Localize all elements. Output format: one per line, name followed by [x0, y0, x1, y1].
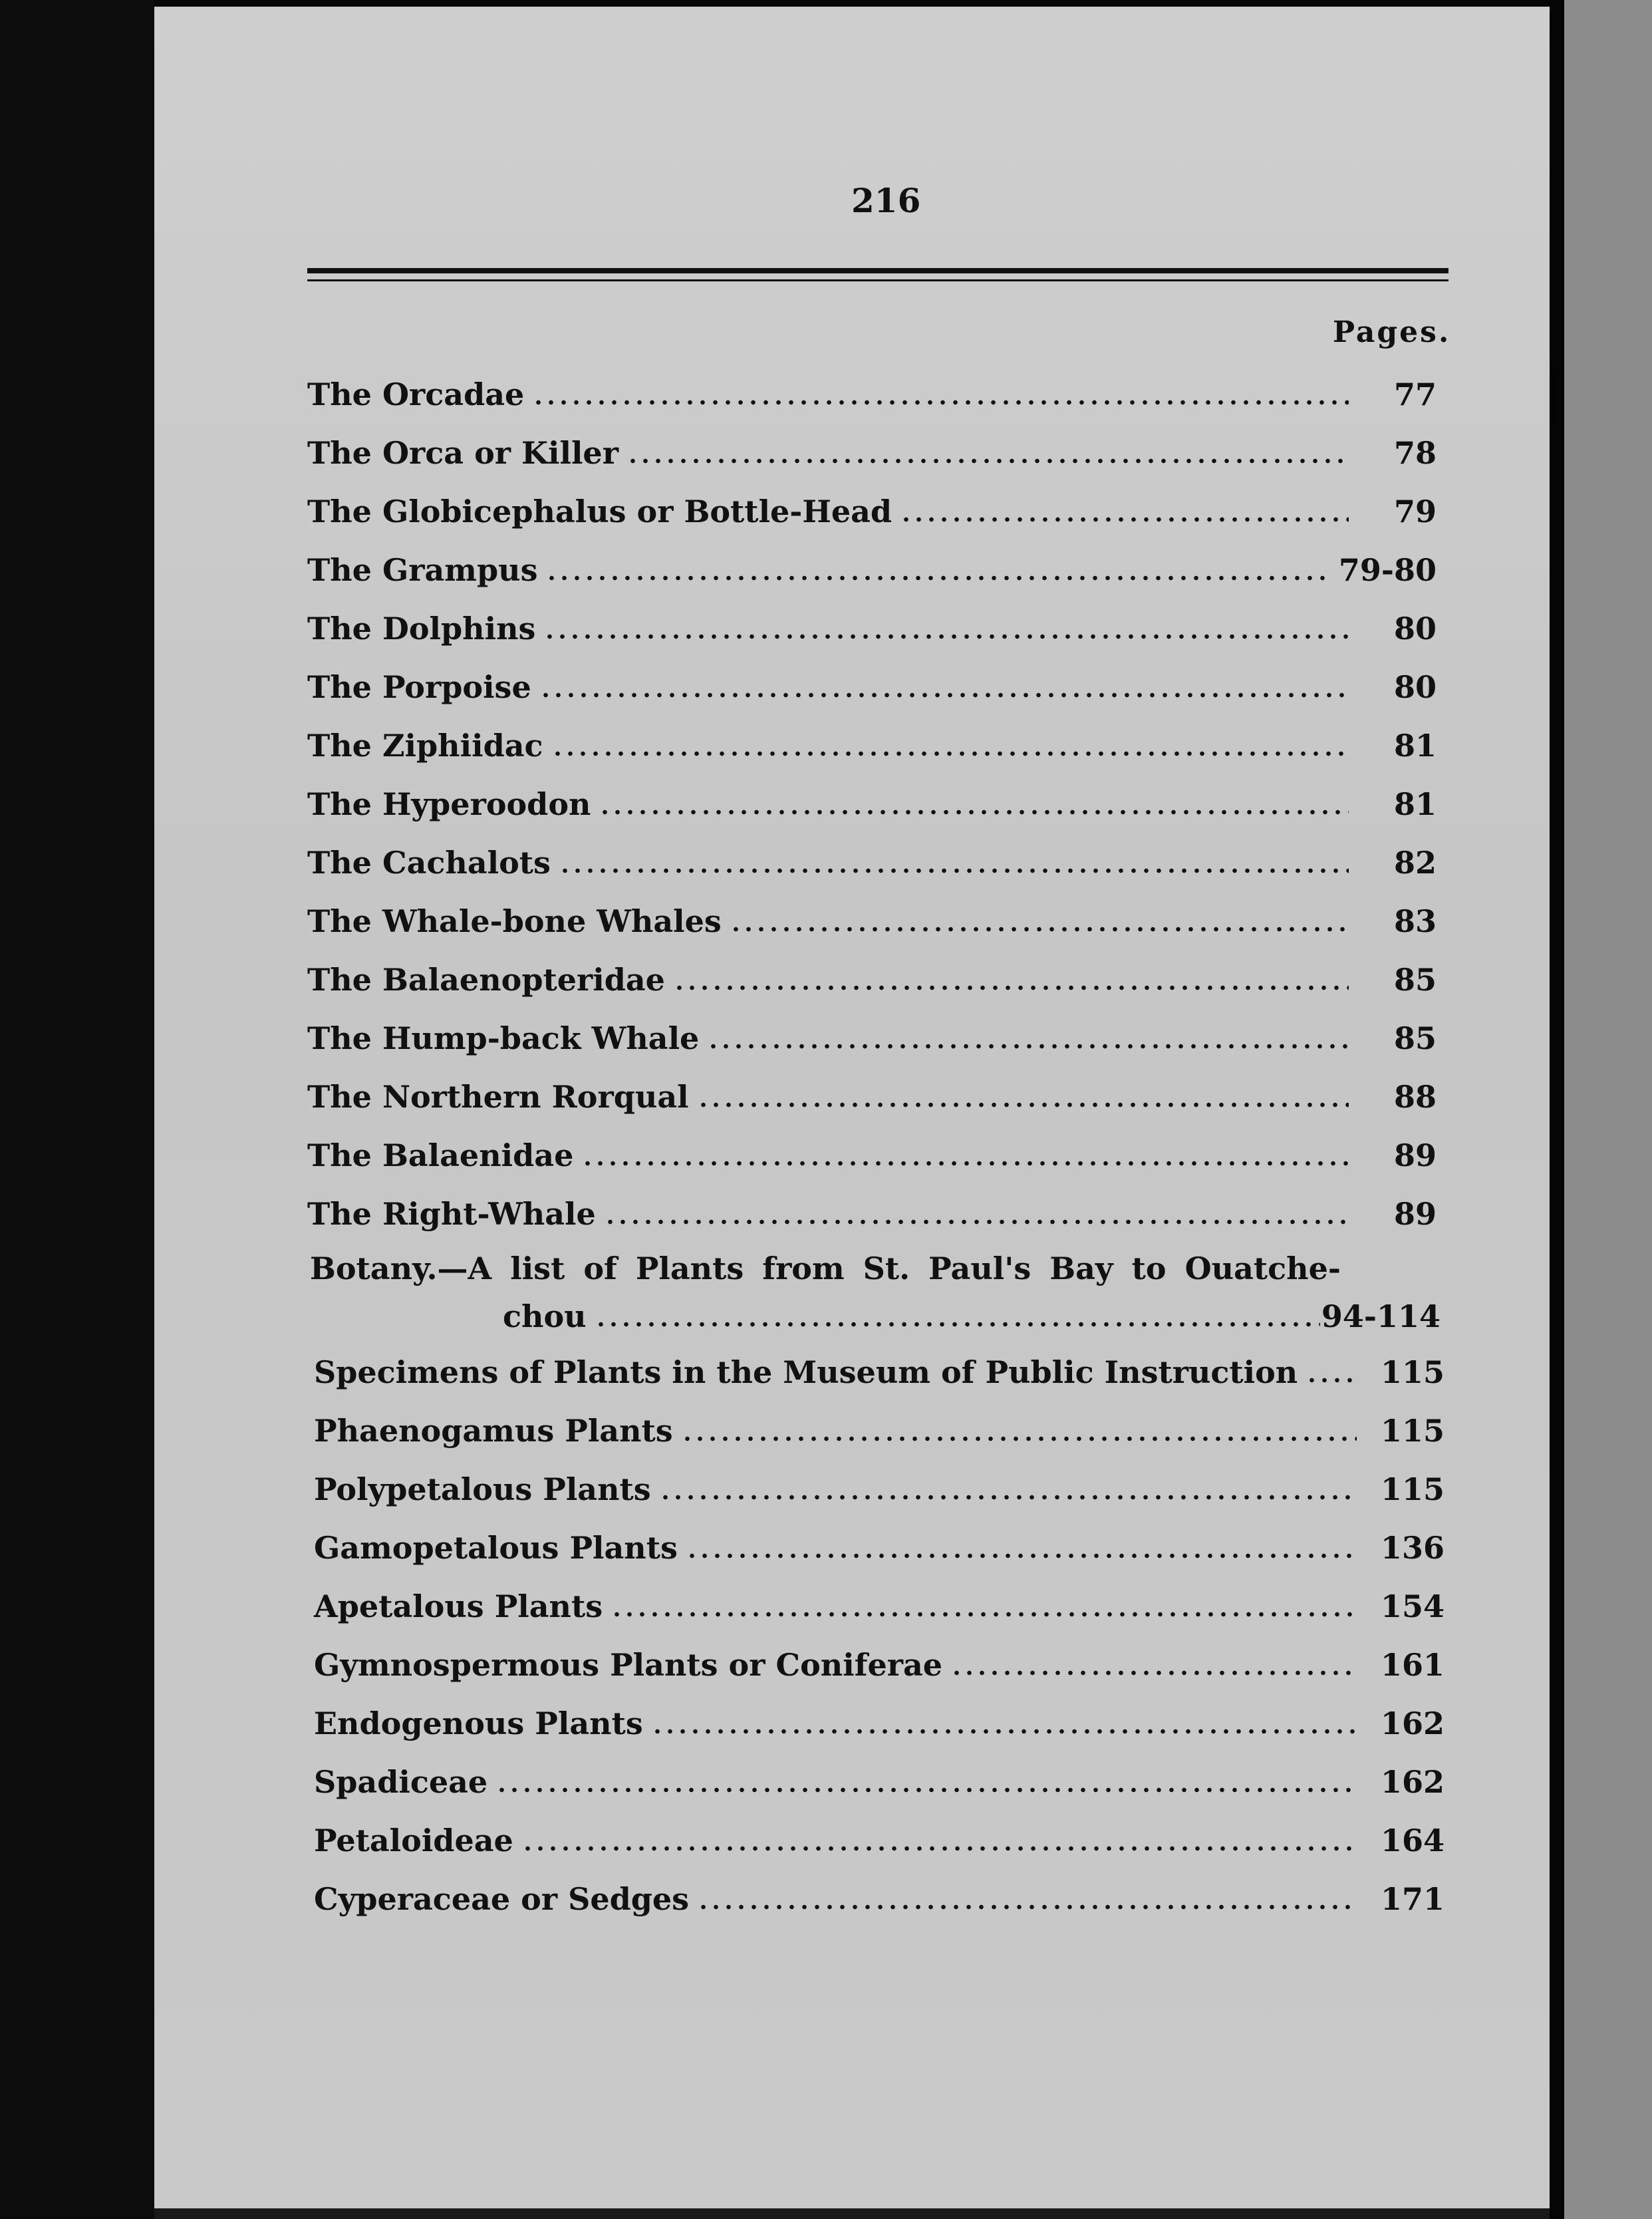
toc-entry-title: The Cachalots	[307, 845, 551, 881]
toc-entry-page: 80	[1393, 669, 1437, 705]
botany-word: Paul's	[928, 1251, 1032, 1286]
botany-entry-line2	[503, 1298, 1441, 1334]
toc-entry	[307, 962, 1437, 998]
toc-entry-page: 94-114	[1321, 1298, 1441, 1334]
toc-entry-title: Spadiceae	[314, 1764, 488, 1800]
dot-leader	[1306, 1377, 1357, 1384]
dot-leader	[697, 1904, 1357, 1910]
toc-entry-page: 82	[1393, 845, 1437, 881]
toc-entry	[314, 1588, 1445, 1624]
dot-leader	[626, 458, 1349, 464]
dot-leader	[599, 809, 1349, 815]
toc-entry-page: 79-80	[1338, 552, 1437, 588]
toc-entry-title: chou	[503, 1298, 587, 1334]
dot-leader	[551, 750, 1349, 757]
toc-entry	[307, 786, 1437, 822]
toc-entry	[307, 494, 1437, 529]
toc-entry-page: 164	[1380, 1823, 1445, 1858]
toc-entry	[314, 1705, 1445, 1741]
dot-leader	[707, 1043, 1349, 1050]
toc-entry-page: 88	[1393, 1079, 1437, 1115]
toc-entry-title: The Globicephalus or Bottle-Head	[307, 494, 893, 529]
toc-entry-page: 89	[1393, 1137, 1437, 1173]
dot-leader	[532, 399, 1349, 406]
toc-entry-title: Specimens of Plants in the Museum of Public Instruction	[314, 1354, 1298, 1390]
dot-leader	[545, 575, 1330, 581]
toc-entry	[314, 1647, 1445, 1683]
dot-leader	[681, 1435, 1357, 1442]
scan-border-top	[154, 0, 1564, 7]
dot-leader	[659, 1494, 1357, 1501]
toc-entry-title: Gamopetalous Plants	[314, 1530, 678, 1566]
toc-entry	[307, 1137, 1437, 1173]
dot-leader	[697, 1102, 1349, 1108]
toc-entry-title: The Orca or Killer	[307, 435, 619, 471]
toc-entry-page: 89	[1393, 1196, 1437, 1232]
botany-entry-line1	[310, 1251, 1341, 1286]
dot-leader	[651, 1728, 1357, 1735]
botany-word: from	[762, 1251, 845, 1286]
toc-entry	[307, 376, 1437, 412]
dot-leader	[950, 1670, 1357, 1676]
toc-entry-page: 115	[1380, 1354, 1445, 1390]
page-number: 216	[851, 181, 921, 220]
header-rule-thick	[307, 268, 1448, 273]
toc-entry	[307, 435, 1437, 471]
toc-entry-title: The Orcadae	[307, 376, 525, 412]
toc-entry-title: Gymnospermous Plants or Coniferae	[314, 1647, 943, 1683]
toc-entry-page: 81	[1393, 786, 1437, 822]
toc-entry-page: 162	[1380, 1705, 1445, 1741]
toc-entry-title: Polypetalous Plants	[314, 1471, 651, 1507]
dot-leader	[543, 633, 1349, 640]
dot-leader	[521, 1845, 1357, 1852]
toc-entry-title: The Porpoise	[307, 669, 531, 705]
toc-entry-page: 85	[1393, 1020, 1437, 1056]
toc-entry	[307, 1020, 1437, 1056]
toc-entry	[307, 552, 1437, 588]
dot-leader	[581, 1160, 1349, 1167]
toc-entry-page: 162	[1380, 1764, 1445, 1800]
header-rule-thin	[307, 279, 1448, 281]
toc-entry-title: Petaloideae	[314, 1823, 513, 1858]
toc-entry-title: The Right-Whale	[307, 1196, 596, 1232]
dot-leader	[673, 984, 1349, 991]
toc-entry-title: The Balaenidae	[307, 1137, 574, 1173]
toc-entry-title: The Hyperoodon	[307, 786, 591, 822]
botany-word: to	[1131, 1251, 1167, 1286]
adjacent-page-edge	[1564, 0, 1652, 2219]
toc-entry	[307, 669, 1437, 705]
toc-entry-page: 154	[1380, 1588, 1445, 1624]
toc-entry	[307, 611, 1437, 647]
toc-entry-page: 80	[1393, 611, 1437, 647]
toc-entry	[314, 1764, 1445, 1800]
toc-entry-page: 79	[1393, 494, 1437, 529]
toc-entry	[314, 1823, 1445, 1858]
toc-entry-title: The Ziphiidac	[307, 728, 543, 764]
dot-leader	[495, 1787, 1357, 1793]
toc-entry	[314, 1413, 1445, 1449]
toc-entry-page: 161	[1380, 1647, 1445, 1683]
toc-entry-page: 83	[1393, 903, 1437, 939]
toc-entry-title: The Grampus	[307, 552, 538, 588]
dot-leader	[604, 1219, 1349, 1225]
dot-leader	[900, 516, 1349, 523]
toc-entry	[307, 1079, 1437, 1115]
toc-entry	[314, 1471, 1445, 1507]
toc-entry	[307, 845, 1437, 881]
toc-entry-title: Phaenogamus Plants	[314, 1413, 673, 1449]
botany-word: Ouatche-	[1184, 1251, 1341, 1286]
toc-entry-page: 171	[1380, 1881, 1445, 1917]
toc-entry-title: Endogenous Plants	[314, 1705, 643, 1741]
toc-entry-page: 115	[1380, 1471, 1445, 1507]
toc-entry-page: 115	[1380, 1413, 1445, 1449]
botany-word: of	[583, 1251, 617, 1286]
toc-entry-title: The Hump-back Whale	[307, 1020, 700, 1056]
dot-leader	[539, 692, 1349, 698]
toc-entry-title: The Northern Rorqual	[307, 1079, 689, 1115]
scan-border-left	[0, 0, 154, 2219]
toc-entry-title: The Whale-bone Whales	[307, 903, 722, 939]
toc-entry-page: 136	[1380, 1530, 1445, 1566]
dot-leader	[595, 1321, 1320, 1328]
toc-entry-page: 85	[1393, 962, 1437, 998]
dot-leader	[730, 926, 1349, 933]
dot-leader	[686, 1553, 1357, 1559]
toc-entry-page: 77	[1393, 376, 1437, 412]
botany-word: Botany.—A	[310, 1251, 492, 1286]
toc-entry-title: Cyperaceae or Sedges	[314, 1881, 690, 1917]
toc-entry	[307, 903, 1437, 939]
dot-leader	[611, 1611, 1357, 1618]
column-header-pages: Pages.	[1333, 315, 1451, 349]
botany-word: list	[510, 1251, 565, 1286]
toc-entry-page: 81	[1393, 728, 1437, 764]
toc-entry	[307, 728, 1437, 764]
botany-word: St.	[863, 1251, 910, 1286]
botany-word: Plants	[635, 1251, 744, 1286]
dot-leader	[559, 867, 1349, 874]
toc-entry-title: The Balaenopteridae	[307, 962, 665, 998]
botany-word: Bay	[1049, 1251, 1113, 1286]
toc-entry	[314, 1881, 1445, 1917]
toc-entry	[307, 1196, 1437, 1232]
toc-entry	[314, 1530, 1445, 1566]
toc-entry-title: Apetalous Plants	[314, 1588, 603, 1624]
toc-entry-title: The Dolphins	[307, 611, 536, 647]
toc-entry	[314, 1354, 1445, 1390]
toc-entry-page: 78	[1393, 435, 1437, 471]
